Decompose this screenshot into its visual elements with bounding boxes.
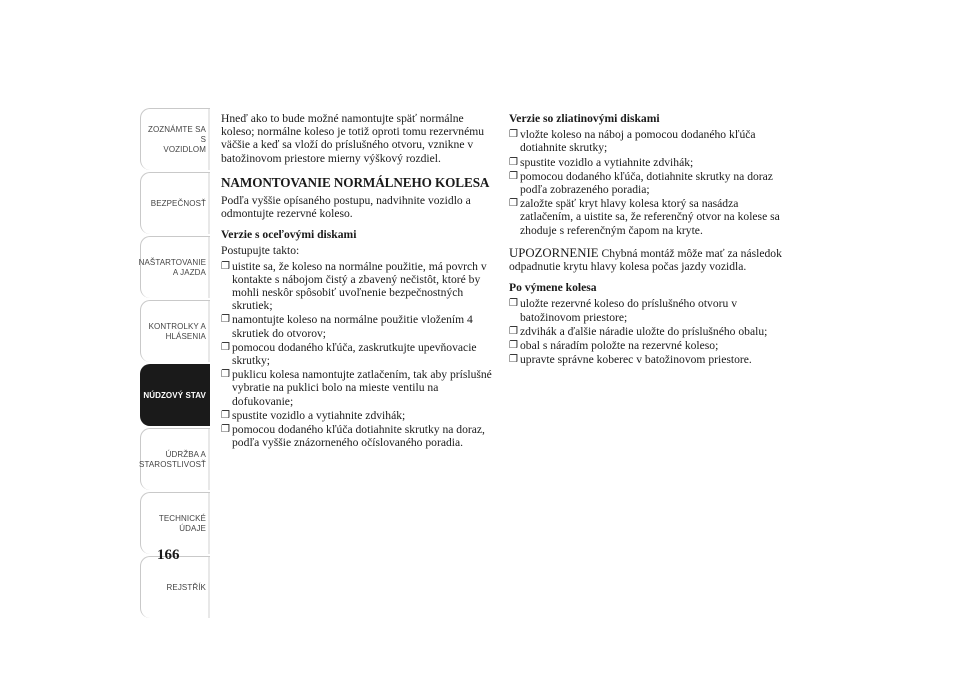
chapter-tabs bbox=[140, 108, 210, 620]
tab-udrzba-a-starostlivost[interactable] bbox=[140, 428, 210, 490]
tab-label: REJSTŘÍK bbox=[166, 582, 206, 592]
tab-label: KONTROLKY A HLÁSENIA bbox=[148, 321, 206, 341]
tab-label: TECHNICKÉ ÚDAJE bbox=[158, 513, 206, 533]
list-item: ❐ obal s náradím položte na rezervné koleso; bbox=[509, 339, 719, 353]
list-item: ❐ namontujte koleso na normálne použitie vložením 4 skrutiek do otvorov; bbox=[221, 313, 473, 340]
steps-list-steel bbox=[221, 260, 496, 450]
checkbox-icon: ❐ bbox=[509, 354, 518, 366]
checkbox-icon: ❐ bbox=[221, 260, 230, 272]
tab-rejstrik[interactable] bbox=[140, 556, 210, 618]
tab-label: ZOZNÁMTE SA S VOZIDLOM bbox=[148, 124, 206, 154]
right-column bbox=[509, 112, 784, 372]
list-item: ❐ vložte koleso na náboj a pomocou dodaného kľúča dotiahnite skrutky; bbox=[509, 128, 756, 155]
tab-nastartovanie-a-jazda[interactable] bbox=[140, 236, 210, 298]
tab-label: BEZPEČNOSŤ bbox=[150, 198, 206, 208]
subheading-steel: Verzie s oceľovými diskami bbox=[221, 228, 357, 242]
list-item: ❐ puklicu kolesa namontujte zatlačením, tak aby príslušné vybratie na puklici bolo na mieste ventilu na dofukovanie; bbox=[221, 368, 492, 408]
list-item: ❐ upravte správne koberec v batožinovom priestore. bbox=[509, 353, 752, 367]
checkbox-icon: ❐ bbox=[509, 156, 518, 168]
checkbox-icon: ❐ bbox=[221, 314, 230, 326]
tab-technicke-udaje[interactable] bbox=[140, 492, 210, 554]
tab-label: NÚDZOVÝ STAV bbox=[143, 390, 206, 400]
list-item: ❐ pomocou dodaného kľúča, dotiahnite skrutky na doraz podľa zobrazeného poradia; bbox=[509, 169, 773, 197]
tab-bezpecnost[interactable] bbox=[140, 172, 210, 234]
checkbox-icon: ❐ bbox=[221, 424, 230, 436]
page-number: 166 bbox=[157, 547, 180, 563]
checkbox-icon: ❐ bbox=[221, 369, 230, 381]
checkbox-icon: ❐ bbox=[509, 340, 518, 352]
warning-text: Chybná montáž môže mať za následok odpadnutie krytu hlavy kolesa počas jazdy vozidla. bbox=[509, 246, 782, 274]
list-item: ❐ uistite sa, že koleso na normálne použitie, má povrch v kontakte s nábojom čistý a zbavený nečistôt, ktoré by mohli neskôr spôsobiť uvoľnenie bezpečnostných skrutiek; bbox=[221, 259, 487, 313]
list-item: ❐ spustite vozidlo a vytiahnite zdvihák; bbox=[221, 408, 406, 422]
section-paragraph: Podľa vyššie opísaného postupu, nadvihnite vozidlo a odmontujte rezervné koleso. bbox=[221, 193, 471, 221]
checkbox-icon: ❐ bbox=[509, 198, 518, 210]
tab-label: NAŠTARTOVANIE A JAZDA bbox=[138, 257, 206, 277]
tab-nudzovy-stav[interactable] bbox=[140, 364, 210, 426]
checkbox-icon: ❐ bbox=[509, 298, 518, 310]
checkbox-icon: ❐ bbox=[509, 325, 518, 337]
steps-list-alloy bbox=[509, 128, 784, 237]
subheading-after-change: Po výmene kolesa bbox=[509, 281, 597, 295]
intro-paragraph: Hneď ako to bude možné namontujte späť normálne koleso; normálne koleso je totiž oproti tomu rezervnému väčšie a keď sa vloží do príslušného otvoru, vznikne v batožinovom priestore mierny výškový rozdiel. bbox=[221, 112, 485, 165]
tab-label: ÚDRŽBA A STAROSTLIVOSŤ bbox=[139, 449, 206, 469]
list-item: ❐ zdvihák a ďalšie náradie uložte do príslušného obalu; bbox=[509, 324, 768, 338]
subheading-alloy: Verzie so zliatinovými diskami bbox=[509, 112, 660, 125]
warning-label: UPOZORNENIE bbox=[509, 245, 599, 260]
steps-intro: Postupujte takto: bbox=[221, 244, 300, 258]
steps-list-after bbox=[509, 297, 784, 366]
left-column bbox=[221, 112, 496, 455]
list-item: ❐ spustite vozidlo a vytiahnite zdvihák; bbox=[509, 155, 694, 169]
tab-kontrolky-a-hlasenia[interactable] bbox=[140, 300, 210, 362]
warning-paragraph bbox=[509, 247, 784, 273]
list-item: ❐ pomocou dodaného kľúča dotiahnite skrutky na doraz, podľa vyššie znázorneného očíslovaného poradia. bbox=[221, 423, 485, 450]
checkbox-icon: ❐ bbox=[221, 341, 230, 353]
checkbox-icon: ❐ bbox=[509, 170, 518, 182]
list-item: ❐ pomocou dodaného kľúča, zaskrutkujte upevňovacie skrutky; bbox=[221, 340, 477, 368]
tab-zoznamte-sa-s-vozidlom[interactable] bbox=[140, 108, 210, 170]
section-heading: NAMONTOVANIE NORMÁLNEHO KOLESA bbox=[221, 174, 490, 190]
checkbox-icon: ❐ bbox=[221, 409, 230, 421]
list-item: ❐ založte späť kryt hlavy kolesa ktorý sa nasádza zatlačením, a uistite sa, že referenčný otvor na kolese sa zhoduje s referenčným čapom na kryte. bbox=[509, 197, 780, 237]
list-item: ❐ uložte rezervné koleso do príslušného otvoru v batožinovom priestore; bbox=[509, 297, 738, 324]
checkbox-icon: ❐ bbox=[509, 129, 518, 141]
